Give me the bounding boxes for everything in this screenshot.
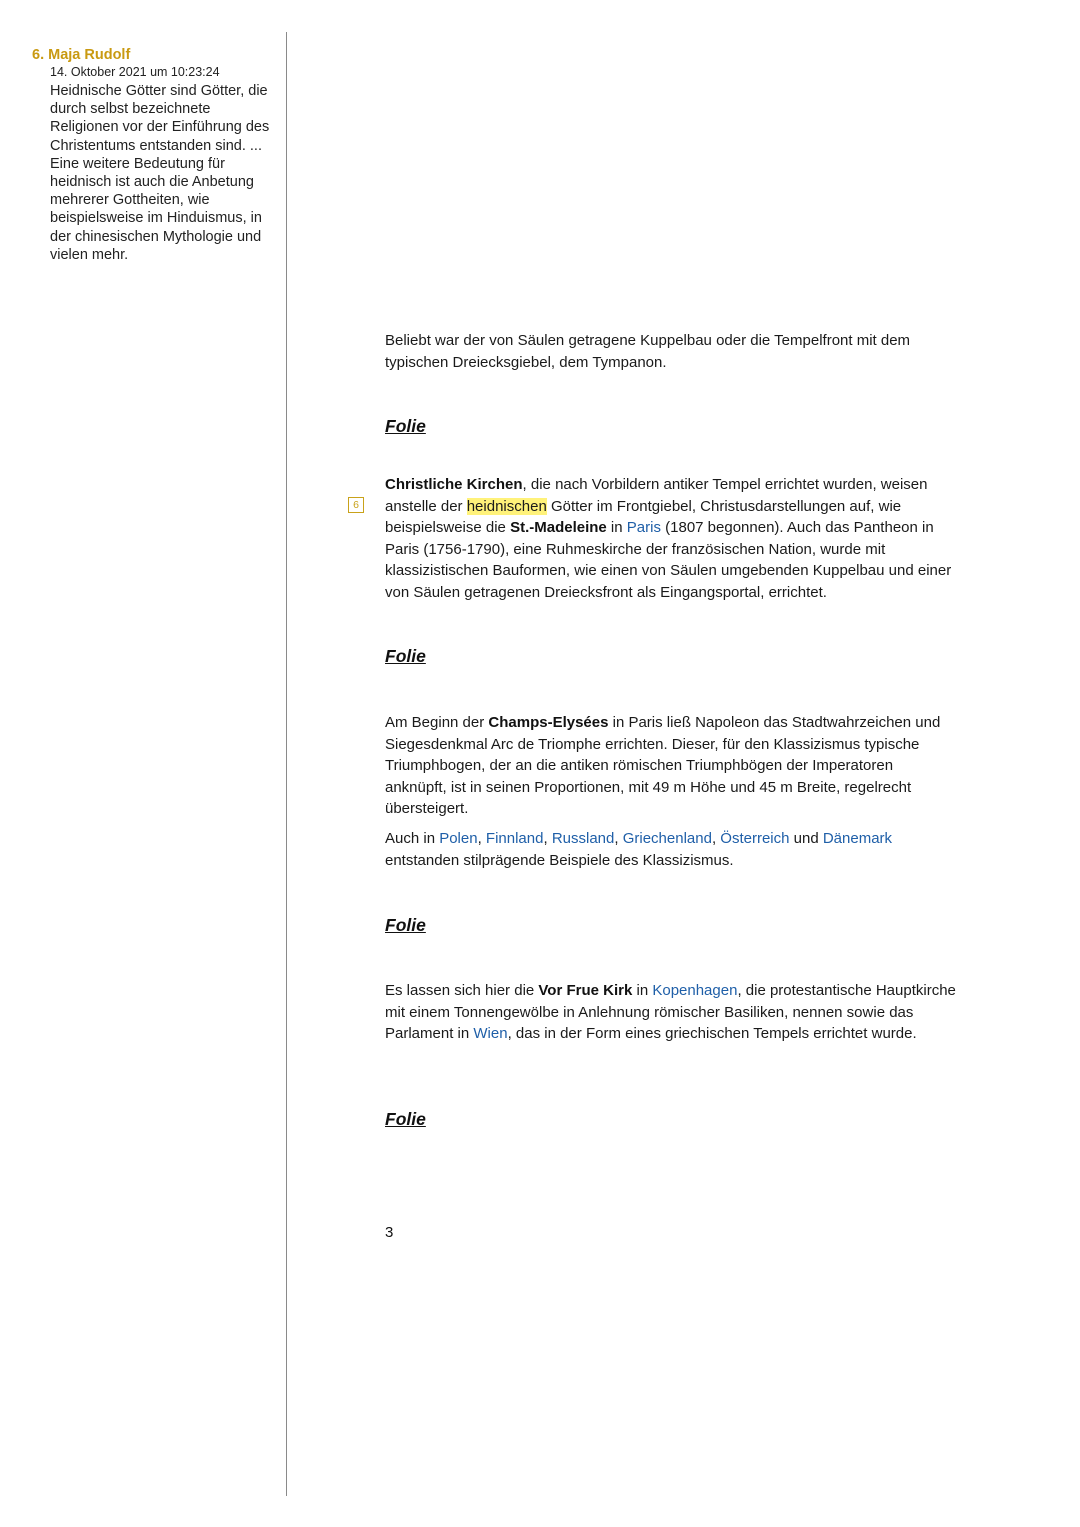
comment-author: 6. Maja Rudolf bbox=[32, 47, 131, 63]
link-polen[interactable]: Polen bbox=[439, 830, 478, 847]
folie-heading-4: Folie bbox=[385, 1109, 426, 1129]
text-run: Auch in bbox=[385, 830, 440, 847]
folie-heading-3: Folie bbox=[385, 915, 426, 935]
bold-term: Christliche Kirchen bbox=[385, 476, 523, 493]
text-run: , die protestantische Hauptkirche mit einem Tonnengewölbe in Anlehnung römischer Basiliken, nennen sowie das Parlament in bbox=[385, 982, 956, 1043]
text-run: Am Beginn der bbox=[385, 714, 489, 731]
sidebar-divider bbox=[286, 32, 287, 1496]
text-run: Götter im Frontgiebel, Christusdarstellungen auf, wie beispielsweise die bbox=[385, 497, 902, 537]
paragraph-vor-frue-kirk bbox=[385, 980, 957, 1045]
link-russland[interactable]: Russland bbox=[551, 830, 615, 847]
comment-sidebar bbox=[0, 0, 286, 1527]
text-run: , die nach Vorbildern antiker Tempel errichtet wurden, weisen anstelle der bbox=[385, 476, 928, 515]
folie-heading-2: Folie bbox=[385, 646, 426, 666]
link-griechenland[interactable]: Griechenland bbox=[622, 830, 712, 847]
link-paris[interactable]: Paris bbox=[626, 519, 661, 537]
text-run: , bbox=[477, 830, 486, 847]
text-run: , bbox=[614, 830, 623, 847]
link-kopenhagen[interactable]: Kopenhagen bbox=[652, 982, 738, 999]
folie-heading-1: Folie bbox=[385, 416, 426, 436]
text-run: und bbox=[789, 830, 823, 847]
text-run: , das in der Form eines griechischen Tempels errichtet wurde. bbox=[507, 1025, 917, 1043]
text-run: Es lassen sich hier die bbox=[385, 982, 539, 999]
paragraph-laender bbox=[385, 828, 957, 871]
comment-marker[interactable]: 6 bbox=[348, 497, 364, 513]
text-run: (1807 begonnen). Auch das Pantheon in Paris (1756-1790), eine Ruhmeskirche der französischen Nation, wurde mit klassizistischen Bauformen, wie einen von Säulen umgebenden Kuppelbau und einer von Säulen getragenen Dreiecksfront als Eingangsportal, errichtet. bbox=[385, 519, 952, 601]
paragraph-christliche-kirchen bbox=[385, 474, 957, 604]
paragraph-champs-elysees bbox=[385, 712, 957, 820]
bold-term: Champs-Elysées bbox=[488, 714, 609, 731]
paragraph-kuppelbau: Beliebt war der von Säulen getragene Kuppelbau oder die Tempelfront mit dem typischen Dreiecksgiebel, dem Tympanon. bbox=[385, 332, 911, 371]
text-run: in bbox=[632, 982, 653, 999]
text-run: in Paris ließ Napoleon das Stadtwahrzeichen und Siegesdenkmal Arc de Triomphe errichten. Dieser, für den Klassizismus typische Triumphbogen, der an die antiken römischen Triumphbögen der Imperatoren anknüpft, ist in seinen Proportionen, mit 49 m Höhe und 45 m Breite, regelrecht übersteigert. bbox=[385, 714, 941, 818]
link-finnland[interactable]: Finnland bbox=[485, 830, 544, 847]
text-run: , bbox=[543, 830, 552, 847]
link-daenemark[interactable]: Dänemark bbox=[822, 830, 893, 847]
text-run: in bbox=[606, 519, 627, 537]
link-wien[interactable]: Wien bbox=[473, 1025, 508, 1043]
text-run: , bbox=[711, 830, 721, 847]
text-run: entstanden stilprägende Beispiele des Klassizismus. bbox=[385, 851, 734, 869]
comment-date: 14. Oktober 2021 um 10:23:24 bbox=[50, 65, 220, 79]
bold-term: St.-Madeleine bbox=[510, 519, 607, 537]
highlighted-text[interactable]: heidnischen bbox=[466, 497, 547, 515]
page-number: 3 bbox=[385, 1224, 394, 1241]
comment-entry[interactable] bbox=[32, 46, 277, 264]
bold-term: Vor Frue Kirk bbox=[538, 982, 633, 999]
comment-text: Heidnische Götter sind Götter, die durch selbst bezeichnete Religionen vor der Einführung des Christentums entstanden sind. ... Eine weitere Bedeutung für heidnisch ist auch die Anbetung mehrerer Gottheiten, wie beispielsweise im Hinduismus, in der chinesischen Mythologie und vielen mehr. bbox=[50, 83, 270, 263]
link-oesterreich[interactable]: Österreich bbox=[720, 830, 790, 847]
